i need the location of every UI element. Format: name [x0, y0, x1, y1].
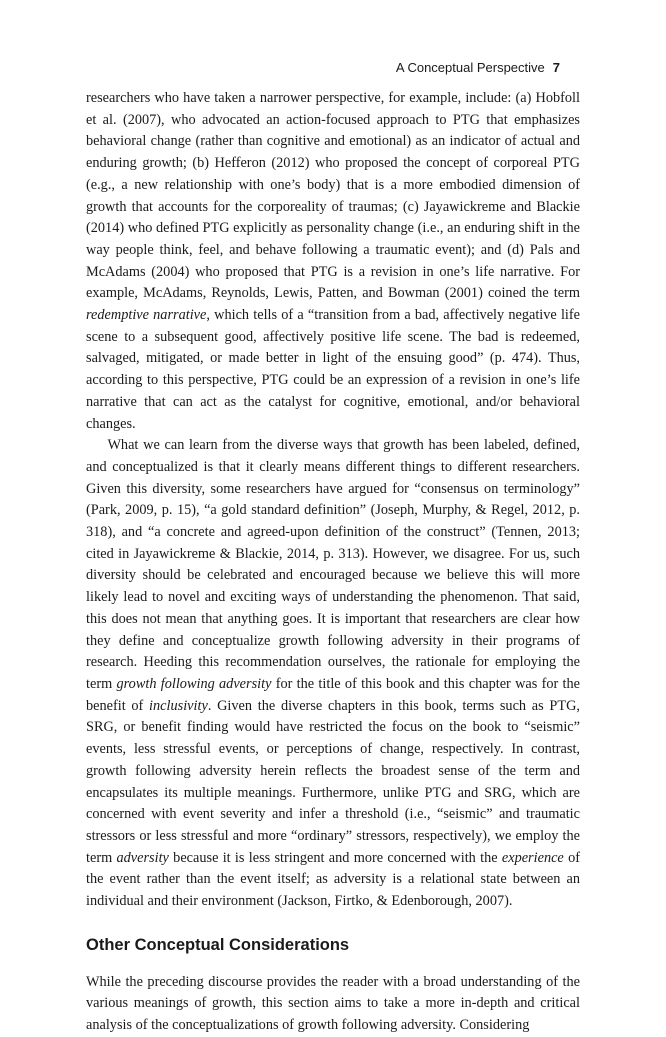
body-paragraph: [86, 435, 580, 912]
body-paragraph: [86, 972, 580, 1037]
page-body: [86, 88, 580, 1037]
italic-term: adversity: [116, 849, 169, 866]
text-run: , which tells of a “transition from a bad, affectively negative life scene to a subsequent good, affectively positive life scene. The bad is redeemed, salvaged, mitigated, or made better in light of the ensuing good” (p. 474). Thus, according to this perspective, PTG could be an expression of a revision in one’s life narrative that can act as the catalyst for cognitive, emotional, and/or behavioral changes.: [86, 307, 581, 432]
running-head: [396, 60, 560, 75]
text-run: . Given the diverse chapters in this book, terms such as PTG, SRG, or benefit finding would have restricted the focus on the book to “seismic” events, less stressful events, or perceptions of change, respectively. In contrast, growth following adversity herein reflects the broadest sense of the term and encapsulates its multiple meanings. Furthermore, unlike PTG and SRG, which are concerned with event severity and infer a threshold (i.e., “seismic” and traumatic stressors or less stressful and more “ordinary” stressors, respectively), we employ the term: [86, 697, 580, 866]
text-run: because it is less stringent and more concerned with the: [168, 849, 502, 866]
text-run: for the title of this book and this chapter was for the benefit of: [86, 675, 580, 714]
running-head-title: A Conceptual Perspective: [395, 60, 545, 75]
text-run: While the preceding discourse provides the reader with a broad understanding of the various meanings of growth, this section aims to take a more in-depth and critical analysis of the conceptualizations of growth following adversity. Considering: [86, 973, 580, 1034]
text-run: of the event rather than the event itself; as adversity is a relational state between an individual and their environment (Jackson, Firtko, & Edenborough, 2007).: [86, 849, 580, 910]
text-run: researchers who have taken a narrower perspective, for example, include: (a) Hobfoll et al. (2007), who advocated an action-focused approach to PTG that emphasizes behavioral change (rather than cognitive and emotional) as an indicator of actual and enduring growth; (b) Hefferon (2012) who proposed the concept of corporeal PTG (e.g., a new relationship with one’s body) that is a more embodied dimension of growth that accounts for the corporeality of traumas; (c) Jayawickreme and Blackie (2014) who defined PTG explicitly as personality change (i.e., an enduring shift in the way people think, feel, and behave following a traumatic event); and (d) Pals and McAdams (2004) who proposed that PTG is a revision in one’s life narrative. For example, McAdams, Reynolds, Lewis, Patten, and Bowman (2001) coined the term: [86, 90, 580, 302]
page-number: 7: [552, 60, 560, 75]
text-run: What we can learn from the diverse ways that growth has been labeled, defined, and conceptualized is that it clearly means different things to different researchers. Given this diversity, some researchers have argued for “consensus on terminology” (Park, 2009, p. 15), “a gold standard definition” (Joseph, Murphy, & Regel, 2012, p. 318), and “a concrete and agreed-upon definition of the construct” (Tennen, 2013; cited in Jayawickreme & Blackie, 2014, p. 313). However, we disagree. For us, such diversity should be celebrated and encouraged because we believe this will more likely lead to novel and exciting ways of understanding the phenomenon. That said, this does not mean that anything goes. It is important that researchers are clear how they define and conceptualize growth following adversity in their programs of research. Heeding this recommendation ourselves, the rationale for employing the term: [86, 437, 580, 692]
body-paragraph: [86, 88, 580, 435]
section-heading: Other Conceptual Considerations: [86, 935, 350, 954]
italic-term: redemptive narrative: [86, 307, 207, 324]
italic-term: inclusivity: [149, 697, 208, 714]
italic-term: growth following adversity: [116, 675, 272, 692]
italic-term: experience: [501, 849, 564, 866]
